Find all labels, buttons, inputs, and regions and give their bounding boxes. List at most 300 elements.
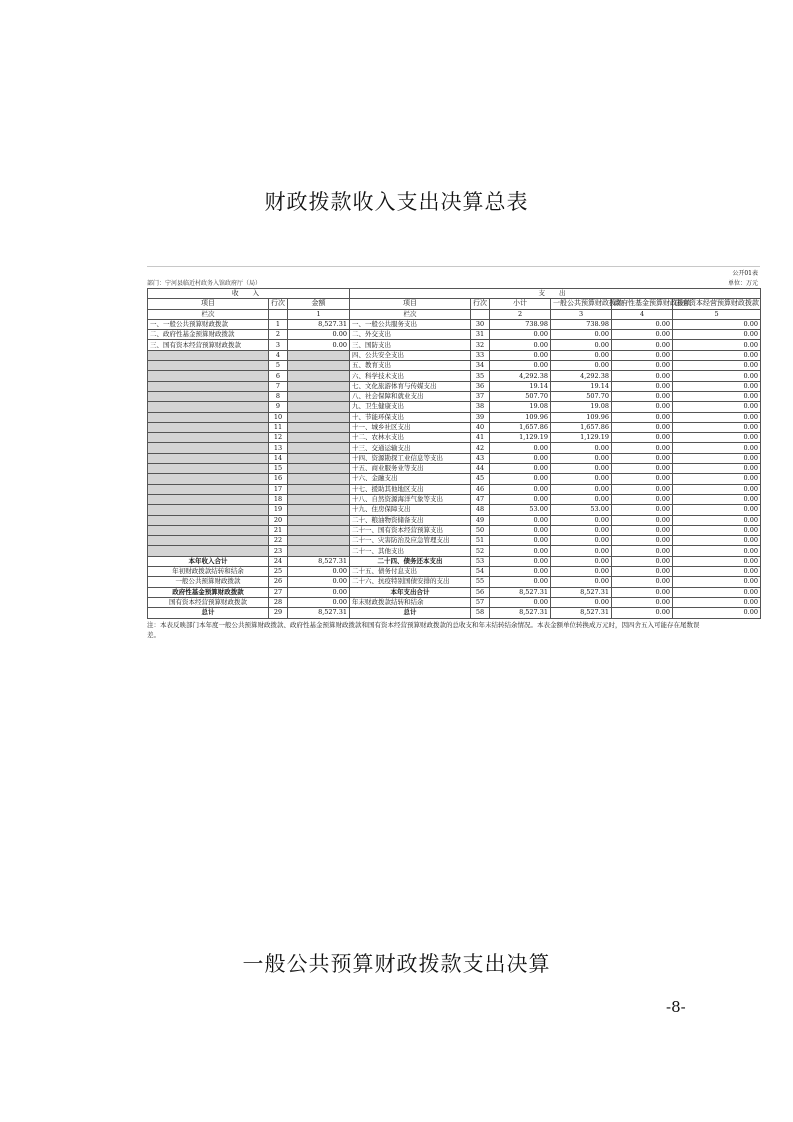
income-amount-cell: 8,527.31 bbox=[288, 319, 350, 329]
expense-item-cell: 二十一、灾害防治及应急管理支出 bbox=[350, 536, 471, 546]
income-item-cell: 一、一般公共预算财政拨款 bbox=[148, 319, 269, 329]
general-budget-cell: 1,657.86 bbox=[551, 422, 612, 432]
income-item-header: 项目 bbox=[148, 299, 269, 309]
column-number-row bbox=[148, 309, 761, 319]
subtotal-cell: 0.00 bbox=[490, 340, 551, 350]
income-amount-cell bbox=[288, 412, 350, 422]
unit-label: 单位：万元 bbox=[727, 280, 758, 287]
expense-header: 支 出 bbox=[350, 289, 761, 299]
income-line-cell: 9 bbox=[269, 402, 288, 412]
fund-budget-cell: 0.00 bbox=[612, 453, 673, 463]
table-row bbox=[148, 474, 761, 484]
fund-budget-header: 政府性基金预算财政拨款 bbox=[612, 299, 673, 309]
expense-line-header: 行次 bbox=[471, 299, 490, 309]
income-line-cell: 8 bbox=[269, 391, 288, 401]
table-row bbox=[148, 536, 761, 546]
income-line-cell: 7 bbox=[269, 381, 288, 391]
column-header-row bbox=[148, 299, 761, 309]
expense-line-cell: 35 bbox=[471, 371, 490, 381]
general-budget-cell: 4,292.38 bbox=[551, 371, 612, 381]
fund-budget-cell: 0.00 bbox=[612, 443, 673, 453]
expense-item-cell: 十五、商业服务业等支出 bbox=[350, 464, 471, 474]
table-row bbox=[148, 464, 761, 474]
expense-line-cell: 57 bbox=[471, 597, 490, 607]
income-line-cell: 29 bbox=[269, 608, 288, 618]
income-amount-cell: 0.00 bbox=[288, 340, 350, 350]
expense-line-cell: 45 bbox=[471, 474, 490, 484]
expense-line-cell: 51 bbox=[471, 536, 490, 546]
table-row bbox=[148, 494, 761, 504]
table-row bbox=[148, 484, 761, 494]
table-grid bbox=[147, 288, 761, 619]
expense-line-cell: 52 bbox=[471, 546, 490, 556]
soe-budget-cell: 0.00 bbox=[673, 515, 761, 525]
department-label: 部门：宁河县临近村政务入馆政府厅（局） bbox=[147, 280, 262, 287]
expense-item-cell: 二十五、债务付息支出 bbox=[350, 567, 471, 577]
income-amount-cell bbox=[288, 505, 350, 515]
expense-line-cell: 31 bbox=[471, 330, 490, 340]
fund-budget-cell: 0.00 bbox=[612, 587, 673, 597]
general-budget-cell: 0.00 bbox=[551, 494, 612, 504]
expense-line-cell: 39 bbox=[471, 412, 490, 422]
expense-line-cell: 58 bbox=[471, 608, 490, 618]
table-row bbox=[148, 371, 761, 381]
general-budget-cell: 0.00 bbox=[551, 597, 612, 607]
general-budget-cell: 0.00 bbox=[551, 443, 612, 453]
income-amount-cell bbox=[288, 350, 350, 360]
income-amount-cell bbox=[288, 484, 350, 494]
expense-line-cell: 43 bbox=[471, 453, 490, 463]
subtotal-cell: 0.00 bbox=[490, 350, 551, 360]
subtotal-number: 2 bbox=[490, 309, 551, 319]
subtotal-cell: 1,129.19 bbox=[490, 433, 551, 443]
expense-line-cell: 49 bbox=[471, 515, 490, 525]
subtotal-cell: 0.00 bbox=[490, 494, 551, 504]
table-row bbox=[148, 546, 761, 556]
expense-line-cell: 34 bbox=[471, 361, 490, 371]
table-row bbox=[148, 525, 761, 535]
income-line-cell: 23 bbox=[269, 546, 288, 556]
income-item-cell bbox=[148, 402, 269, 412]
soe-budget-cell: 0.00 bbox=[673, 505, 761, 515]
general-budget-cell: 109.96 bbox=[551, 412, 612, 422]
subtotal-cell: 507.70 bbox=[490, 391, 551, 401]
form-number: 公开01表 bbox=[732, 270, 758, 277]
expense-item-cell: 十二、农林水支出 bbox=[350, 433, 471, 443]
table-row bbox=[148, 350, 761, 360]
income-item-cell: 总计 bbox=[148, 608, 269, 618]
subtotal-cell: 0.00 bbox=[490, 577, 551, 587]
soe-budget-cell: 0.00 bbox=[673, 443, 761, 453]
income-line-cell: 27 bbox=[269, 587, 288, 597]
expense-item-cell: 二十、粮油物资储备支出 bbox=[350, 515, 471, 525]
soe-budget-cell: 0.00 bbox=[673, 371, 761, 381]
expense-line-cell: 47 bbox=[471, 494, 490, 504]
section-title: 一般公共预算财政拨款支出决算 bbox=[242, 952, 551, 976]
table-row bbox=[148, 515, 761, 525]
expense-line-cell: 32 bbox=[471, 340, 490, 350]
income-line-cell: 19 bbox=[269, 505, 288, 515]
income-amount-cell bbox=[288, 391, 350, 401]
income-item-cell bbox=[148, 525, 269, 535]
fund-budget-cell: 0.00 bbox=[612, 340, 673, 350]
soe-budget-cell: 0.00 bbox=[673, 525, 761, 535]
expense-item-cell: 九、卫生健康支出 bbox=[350, 402, 471, 412]
income-amount-cell bbox=[288, 381, 350, 391]
page-title: 财政拨款收入支出决算总表 bbox=[264, 190, 529, 214]
general-budget-cell: 8,527.31 bbox=[551, 608, 612, 618]
income-line-cell: 5 bbox=[269, 361, 288, 371]
income-line-cell: 26 bbox=[269, 577, 288, 587]
income-item-cell bbox=[148, 453, 269, 463]
soe-budget-cell: 0.00 bbox=[673, 464, 761, 474]
soe-budget-cell: 0.00 bbox=[673, 546, 761, 556]
expense-item-cell: 二十一、国有资本经营预算支出 bbox=[350, 525, 471, 535]
income-column-label: 栏次 bbox=[148, 309, 269, 319]
soe-budget-cell: 0.00 bbox=[673, 422, 761, 432]
expense-item-cell: 总计 bbox=[350, 608, 471, 618]
income-amount-cell bbox=[288, 474, 350, 484]
expense-item-cell: 二十一、其他支出 bbox=[350, 546, 471, 556]
fund-budget-cell: 0.00 bbox=[612, 505, 673, 515]
fund-budget-cell: 0.00 bbox=[612, 433, 673, 443]
general-budget-cell: 0.00 bbox=[551, 453, 612, 463]
income-line-cell: 3 bbox=[269, 340, 288, 350]
table-row bbox=[148, 412, 761, 422]
general-budget-cell: 507.70 bbox=[551, 391, 612, 401]
expense-line-cell: 40 bbox=[471, 422, 490, 432]
subtotal-cell: 8,527.31 bbox=[490, 608, 551, 618]
general-budget-cell: 0.00 bbox=[551, 556, 612, 566]
expense-item-header: 项目 bbox=[350, 299, 471, 309]
soe-budget-cell: 0.00 bbox=[673, 361, 761, 371]
fund-budget-cell: 0.00 bbox=[612, 412, 673, 422]
income-item-cell bbox=[148, 350, 269, 360]
general-budget-header: 一般公共预算财政拨款 bbox=[551, 299, 612, 309]
table-row bbox=[148, 433, 761, 443]
fund-budget-cell: 0.00 bbox=[612, 319, 673, 329]
table-row bbox=[148, 587, 761, 597]
page-number: -8- bbox=[666, 998, 686, 1016]
income-header: 收 入 bbox=[148, 289, 350, 299]
general-budget-cell: 0.00 bbox=[551, 525, 612, 535]
table-row bbox=[148, 422, 761, 432]
income-amount-cell bbox=[288, 433, 350, 443]
general-budget-cell: 0.00 bbox=[551, 515, 612, 525]
soe-budget-cell: 0.00 bbox=[673, 587, 761, 597]
income-item-cell: 年初财政拨款结转和结余 bbox=[148, 567, 269, 577]
general-budget-cell: 0.00 bbox=[551, 350, 612, 360]
soe-budget-cell: 0.00 bbox=[673, 474, 761, 484]
expense-line-cell: 41 bbox=[471, 433, 490, 443]
income-item-cell: 本年收入合计 bbox=[148, 556, 269, 566]
income-item-cell bbox=[148, 494, 269, 504]
table-row bbox=[148, 608, 761, 618]
table-row bbox=[148, 453, 761, 463]
subtotal-header: 小计 bbox=[490, 299, 551, 309]
general-budget-cell: 53.00 bbox=[551, 505, 612, 515]
income-amount-cell bbox=[288, 494, 350, 504]
income-line-cell: 17 bbox=[269, 484, 288, 494]
income-item-cell bbox=[148, 391, 269, 401]
income-amount-cell bbox=[288, 361, 350, 371]
income-item-cell bbox=[148, 505, 269, 515]
income-item-cell bbox=[148, 412, 269, 422]
soe-budget-cell: 0.00 bbox=[673, 536, 761, 546]
expense-item-cell: 二、外交支出 bbox=[350, 330, 471, 340]
fund-budget-cell: 0.00 bbox=[612, 608, 673, 618]
income-line-cell: 21 bbox=[269, 525, 288, 535]
income-item-cell bbox=[148, 443, 269, 453]
expense-item-cell: 十一、城乡社区支出 bbox=[350, 422, 471, 432]
soe-budget-cell: 0.00 bbox=[673, 319, 761, 329]
expense-line-cell: 53 bbox=[471, 556, 490, 566]
table-row bbox=[148, 330, 761, 340]
income-amount-cell bbox=[288, 464, 350, 474]
income-item-cell bbox=[148, 371, 269, 381]
expense-line-cell: 33 bbox=[471, 350, 490, 360]
fund-budget-cell: 0.00 bbox=[612, 536, 673, 546]
general-budget-cell: 1,129.19 bbox=[551, 433, 612, 443]
soe-budget-cell: 0.00 bbox=[673, 350, 761, 360]
subtotal-cell: 0.00 bbox=[490, 536, 551, 546]
fund-budget-cell: 0.00 bbox=[612, 402, 673, 412]
income-item-cell: 政府性基金预算财政拨款 bbox=[148, 587, 269, 597]
subtotal-cell: 19.08 bbox=[490, 402, 551, 412]
subtotal-cell: 738.98 bbox=[490, 319, 551, 329]
expense-item-cell: 八、社会保障和就业支出 bbox=[350, 391, 471, 401]
income-line-cell: 15 bbox=[269, 464, 288, 474]
expense-item-cell: 十七、援助其他地区支出 bbox=[350, 484, 471, 494]
subtotal-cell: 0.00 bbox=[490, 443, 551, 453]
income-line-cell: 4 bbox=[269, 350, 288, 360]
income-item-cell bbox=[148, 422, 269, 432]
soe-budget-cell: 0.00 bbox=[673, 556, 761, 566]
subtotal-cell: 0.00 bbox=[490, 525, 551, 535]
general-budget-cell: 0.00 bbox=[551, 536, 612, 546]
table-note: 注：本表反映部门本年度一般公共预算财政拨款、政府性基金预算财政拨款和国有资本经营预算财政拨款的总收支和年末结转结余情况。本表金额单位转换成万元时，因四舍五入可能存在尾数误差。 bbox=[147, 620, 700, 639]
income-line-cell: 28 bbox=[269, 597, 288, 607]
expense-item-cell: 十、节能环保支出 bbox=[350, 412, 471, 422]
table-row bbox=[148, 567, 761, 577]
income-line-cell: 20 bbox=[269, 515, 288, 525]
fund-budget-cell: 0.00 bbox=[612, 361, 673, 371]
income-line-cell: 2 bbox=[269, 330, 288, 340]
fund-budget-cell: 0.00 bbox=[612, 381, 673, 391]
table-row bbox=[148, 361, 761, 371]
income-amount-cell bbox=[288, 422, 350, 432]
fund-budget-cell: 0.00 bbox=[612, 515, 673, 525]
table-row bbox=[148, 340, 761, 350]
income-item-cell bbox=[148, 474, 269, 484]
table-row bbox=[148, 577, 761, 587]
soe-budget-cell: 0.00 bbox=[673, 577, 761, 587]
general-budget-cell: 19.14 bbox=[551, 381, 612, 391]
income-amount-cell bbox=[288, 443, 350, 453]
income-line-cell: 18 bbox=[269, 494, 288, 504]
subtotal-cell: 0.00 bbox=[490, 546, 551, 556]
income-amount-cell bbox=[288, 371, 350, 381]
subtotal-cell: 19.14 bbox=[490, 381, 551, 391]
income-amount-cell bbox=[288, 515, 350, 525]
expense-line-cell: 56 bbox=[471, 587, 490, 597]
soe-budget-cell: 0.00 bbox=[673, 484, 761, 494]
general-budget-cell: 0.00 bbox=[551, 330, 612, 340]
subtotal-cell: 53.00 bbox=[490, 505, 551, 515]
expense-item-cell: 年末财政拨款结转和结余 bbox=[350, 597, 471, 607]
expense-line-cell: 36 bbox=[471, 381, 490, 391]
soe-number: 5 bbox=[673, 309, 761, 319]
income-line-cell: 13 bbox=[269, 443, 288, 453]
income-item-cell: 一般公共预算财政拨款 bbox=[148, 577, 269, 587]
income-line-cell: 12 bbox=[269, 433, 288, 443]
fund-budget-cell: 0.00 bbox=[612, 330, 673, 340]
soe-budget-cell: 0.00 bbox=[673, 381, 761, 391]
expense-item-cell: 十三、交通运输支出 bbox=[350, 443, 471, 453]
income-amount-cell: 0.00 bbox=[288, 597, 350, 607]
table-row bbox=[148, 402, 761, 412]
fund-budget-cell: 0.00 bbox=[612, 525, 673, 535]
income-item-cell bbox=[148, 546, 269, 556]
fund-budget-cell: 0.00 bbox=[612, 391, 673, 401]
income-amount-cell: 0.00 bbox=[288, 567, 350, 577]
fund-budget-cell: 0.00 bbox=[612, 494, 673, 504]
fund-budget-cell: 0.00 bbox=[612, 546, 673, 556]
subtotal-cell: 0.00 bbox=[490, 330, 551, 340]
soe-budget-cell: 0.00 bbox=[673, 391, 761, 401]
expense-line-cell: 48 bbox=[471, 505, 490, 515]
fund-budget-cell: 0.00 bbox=[612, 422, 673, 432]
income-line-cell: 25 bbox=[269, 567, 288, 577]
soe-budget-cell: 0.00 bbox=[673, 330, 761, 340]
expense-item-cell: 六、科学技术支出 bbox=[350, 371, 471, 381]
expense-item-cell: 十四、资源勘探工业信息等支出 bbox=[350, 453, 471, 463]
income-amount-cell: 8,527.31 bbox=[288, 556, 350, 566]
fund-number: 4 bbox=[612, 309, 673, 319]
income-amount-cell bbox=[288, 453, 350, 463]
expense-item-cell: 四、公共安全支出 bbox=[350, 350, 471, 360]
fund-budget-cell: 0.00 bbox=[612, 597, 673, 607]
income-item-cell bbox=[148, 361, 269, 371]
expense-line-cell: 50 bbox=[471, 525, 490, 535]
soe-budget-cell: 0.00 bbox=[673, 433, 761, 443]
section-header-row bbox=[148, 289, 761, 299]
general-number: 3 bbox=[551, 309, 612, 319]
general-budget-cell: 0.00 bbox=[551, 474, 612, 484]
table-row bbox=[148, 556, 761, 566]
expense-line-cell: 37 bbox=[471, 391, 490, 401]
fund-budget-cell: 0.00 bbox=[612, 371, 673, 381]
income-item-cell bbox=[148, 536, 269, 546]
subtotal-cell: 0.00 bbox=[490, 556, 551, 566]
expense-line-cell: 30 bbox=[471, 319, 490, 329]
subtotal-cell: 8,527.31 bbox=[490, 587, 551, 597]
table-meta bbox=[147, 266, 760, 288]
expense-line-cell: 38 bbox=[471, 402, 490, 412]
soe-budget-cell: 0.00 bbox=[673, 412, 761, 422]
subtotal-cell: 0.00 bbox=[490, 484, 551, 494]
income-line-cell: 22 bbox=[269, 536, 288, 546]
expense-item-cell: 一、一般公共服务支出 bbox=[350, 319, 471, 329]
income-line-cell: 14 bbox=[269, 453, 288, 463]
fund-budget-cell: 0.00 bbox=[612, 577, 673, 587]
soe-budget-cell: 0.00 bbox=[673, 494, 761, 504]
expense-item-cell: 七、文化旅游体育与传媒支出 bbox=[350, 381, 471, 391]
fund-budget-cell: 0.00 bbox=[612, 474, 673, 484]
table-row bbox=[148, 505, 761, 515]
income-line-header: 行次 bbox=[269, 299, 288, 309]
table-row bbox=[148, 443, 761, 453]
expense-item-cell: 二十六、抗疫特别国债安排的支出 bbox=[350, 577, 471, 587]
general-budget-cell: 0.00 bbox=[551, 546, 612, 556]
fund-budget-cell: 0.00 bbox=[612, 350, 673, 360]
subtotal-cell: 0.00 bbox=[490, 597, 551, 607]
income-line-cell: 16 bbox=[269, 474, 288, 484]
table-row bbox=[148, 391, 761, 401]
expense-item-cell: 五、教育支出 bbox=[350, 361, 471, 371]
income-item-cell bbox=[148, 484, 269, 494]
expense-line-cell: 44 bbox=[471, 464, 490, 474]
general-budget-cell: 8,527.31 bbox=[551, 587, 612, 597]
income-amount-cell: 0.00 bbox=[288, 577, 350, 587]
income-item-cell: 二、政府性基金预算财政拨款 bbox=[148, 330, 269, 340]
soe-budget-cell: 0.00 bbox=[673, 608, 761, 618]
expense-item-cell: 十八、自然资源海洋气象等支出 bbox=[350, 494, 471, 504]
income-item-cell bbox=[148, 381, 269, 391]
income-item-cell: 国有资本经营预算财政拨款 bbox=[148, 597, 269, 607]
fund-budget-cell: 0.00 bbox=[612, 484, 673, 494]
income-amount-cell: 8,527.31 bbox=[288, 608, 350, 618]
subtotal-cell: 0.00 bbox=[490, 515, 551, 525]
expense-item-cell: 十六、金融支出 bbox=[350, 474, 471, 484]
expense-line-number-cell bbox=[471, 309, 490, 319]
general-budget-cell: 19.08 bbox=[551, 402, 612, 412]
income-line-number-cell bbox=[269, 309, 288, 319]
expense-item-cell: 十九、住房保障支出 bbox=[350, 505, 471, 515]
subtotal-cell: 0.00 bbox=[490, 361, 551, 371]
expense-line-cell: 42 bbox=[471, 443, 490, 453]
income-line-cell: 24 bbox=[269, 556, 288, 566]
general-budget-cell: 0.00 bbox=[551, 484, 612, 494]
expense-item-cell: 二十四、债务还本支出 bbox=[350, 556, 471, 566]
soe-budget-cell: 0.00 bbox=[673, 340, 761, 350]
income-amount-header: 金额 bbox=[288, 299, 350, 309]
income-amount-cell: 0.00 bbox=[288, 587, 350, 597]
soe-budget-cell: 0.00 bbox=[673, 402, 761, 412]
subtotal-cell: 4,292.38 bbox=[490, 371, 551, 381]
subtotal-cell: 0.00 bbox=[490, 567, 551, 577]
expense-line-cell: 54 bbox=[471, 567, 490, 577]
income-amount-number: 1 bbox=[288, 309, 350, 319]
expense-column-label: 栏次 bbox=[350, 309, 471, 319]
income-line-cell: 1 bbox=[269, 319, 288, 329]
income-amount-cell bbox=[288, 536, 350, 546]
table-row bbox=[148, 597, 761, 607]
table-row bbox=[148, 381, 761, 391]
income-line-cell: 10 bbox=[269, 412, 288, 422]
fund-budget-cell: 0.00 bbox=[612, 556, 673, 566]
expense-item-cell: 本年支出合计 bbox=[350, 587, 471, 597]
soe-budget-cell: 0.00 bbox=[673, 597, 761, 607]
income-line-cell: 11 bbox=[269, 422, 288, 432]
soe-budget-header: 国有资本经营预算财政拨款 bbox=[673, 299, 761, 309]
subtotal-cell: 109.96 bbox=[490, 412, 551, 422]
income-item-cell bbox=[148, 464, 269, 474]
general-budget-cell: 0.00 bbox=[551, 577, 612, 587]
expense-item-cell: 三、国防支出 bbox=[350, 340, 471, 350]
final-accounts-table bbox=[147, 266, 760, 640]
income-line-cell: 6 bbox=[269, 371, 288, 381]
